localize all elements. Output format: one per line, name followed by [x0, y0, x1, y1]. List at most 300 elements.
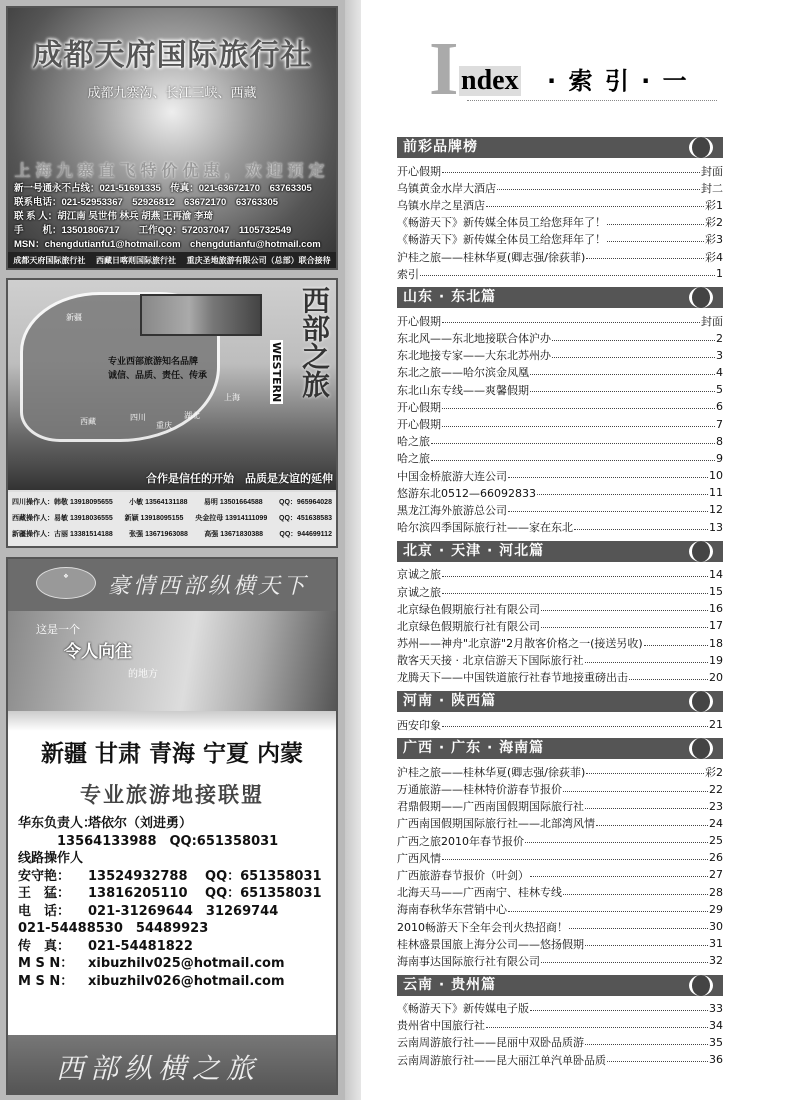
dot-leader [629, 679, 708, 680]
circle-icon [689, 975, 713, 996]
contact-row [18, 938, 322, 956]
contact-value: 021-31269644 31269744 [88, 903, 279, 919]
dot-leader [607, 241, 704, 242]
entry-title: 广西旅游春节报价（叶剑） [397, 868, 529, 882]
entry-title: 哈之旅 [397, 435, 430, 449]
section-title: 云南 · 贵州篇 [403, 976, 497, 993]
dot-leader [442, 576, 708, 577]
circle-icon [689, 137, 713, 158]
entry-title: 索引 [397, 267, 419, 281]
footer-agency: 成都天府国际旅行社 [13, 255, 86, 265]
entry-page: 31 [709, 937, 723, 951]
operator-entry: QQ：965964028 [279, 499, 332, 506]
title-initial: I [429, 27, 459, 111]
index-entry [397, 918, 723, 935]
ad-xibu-zongheng [6, 557, 338, 1095]
footer-agency: 西藏日喀则国际旅行社 [95, 255, 176, 265]
section-header [397, 691, 723, 712]
entry-title: 东北之旅——哈尔滨金凤凰 [397, 366, 529, 380]
entry-page: 32 [709, 954, 723, 968]
entry-page: 27 [709, 868, 723, 882]
entry-page: 7 [716, 417, 723, 431]
index-entry [397, 763, 723, 780]
dot-leader [530, 876, 708, 877]
index-entry [397, 433, 723, 450]
entry-title: 君鼎假期——广西南国假期国际旅行社 [397, 800, 584, 814]
dot-leader [585, 1044, 708, 1045]
entry-page: 14 [709, 567, 723, 581]
index-entry [397, 617, 723, 634]
index-entry [397, 214, 723, 231]
index-entry [397, 484, 723, 501]
slogan: 合作是信任的开始 品质是友谊的延伸 [146, 472, 333, 485]
circle-icon [689, 541, 713, 562]
entry-page: 3 [716, 348, 723, 362]
dot-leader [607, 224, 704, 225]
grass-image [8, 711, 336, 731]
index-section [397, 738, 723, 969]
contact-list [18, 815, 322, 990]
entry-page: 1 [716, 267, 723, 281]
entry-page: 13 [709, 520, 723, 534]
section-items [397, 162, 723, 282]
dot-leader [497, 189, 700, 190]
dot-leader [530, 391, 715, 392]
dot-leader [541, 962, 708, 963]
header-cap [715, 137, 723, 158]
entry-title: 龙腾天下——中国铁道旅行社春节地接重磅出击 [397, 671, 628, 685]
entry-title: 海南事达国际旅行社有限公司 [397, 954, 540, 968]
entry-title: 桂林盛景国旅上海分公司——悠扬假期 [397, 937, 584, 951]
entry-title: 贵州省中国旅行社 [397, 1019, 485, 1033]
section-title: 北京 · 天津 · 河北篇 [403, 542, 545, 559]
entry-title: 中国金桥旅游大连公司 [397, 469, 507, 483]
entry-page: 10 [709, 469, 723, 483]
entry-title: 乌镇水岸之星酒店 [397, 198, 485, 212]
entry-page: 11 [709, 486, 723, 500]
index-entry [397, 849, 723, 866]
operator-entry: 小敏 13564131188 [129, 499, 188, 506]
dot-leader [586, 773, 704, 774]
circle-icon [689, 738, 713, 759]
logo: ❖ [36, 567, 96, 599]
contact-row [18, 868, 322, 886]
circle-icon [689, 287, 713, 308]
entry-page: 30 [709, 920, 723, 934]
index-section [397, 287, 723, 535]
dot-leader [537, 494, 708, 495]
dot-leader [530, 1010, 708, 1011]
index-entry [397, 866, 723, 883]
entry-title: 广西南国假期国际旅行社——北部湾风情 [397, 817, 595, 831]
contact-label: M S N： [18, 973, 74, 989]
entry-page: 18 [709, 636, 723, 650]
contact-label: 电 话： [18, 903, 71, 919]
entry-title: 东北山东专线——爽馨假期 [397, 383, 529, 397]
entry-page: 28 [709, 885, 723, 899]
section-title: 前彩品牌榜 [403, 139, 478, 155]
page-gutter [345, 0, 361, 1100]
contact-row [18, 815, 322, 833]
contact-value: xibuzhilv025@hotmail.com [88, 956, 285, 971]
index-entry [397, 600, 723, 617]
operator-row [12, 527, 332, 543]
entry-page: 15 [709, 585, 723, 599]
entry-page: 19 [709, 653, 723, 667]
header-cap [715, 287, 723, 308]
entry-title: 《畅游天下》新传媒全体员工给您拜年了！ [397, 233, 606, 247]
entry-page: 彩1 [705, 198, 723, 212]
dot-leader [569, 928, 708, 929]
dot-leader [541, 610, 708, 611]
section-header [397, 738, 723, 759]
section-title: 山东 · 东北篇 [403, 289, 497, 306]
operator-entry: 央金拉母 13914111099 [195, 515, 268, 522]
title-chinese: · 索 引 · 一 [547, 67, 689, 95]
circle-icon [689, 691, 713, 712]
index-entry [397, 669, 723, 686]
entry-page: 34 [709, 1018, 723, 1032]
entry-title: 开心假期 [397, 164, 441, 178]
entry-page: 4 [716, 365, 723, 379]
index-entry [397, 248, 723, 265]
union-heading: 专业旅游地接联盟 [80, 783, 264, 807]
section-items [397, 1000, 723, 1069]
entry-title: 北京绿色假期旅行社有限公司 [397, 619, 540, 633]
index-entry [397, 1034, 723, 1051]
contact-row [18, 850, 322, 868]
contact-line: 联 系 人：胡江南 吴世伟 林兵 胡燕 王再渝 李琦 [14, 211, 213, 222]
operator-entry: 西藏操作人：易敏 13918036555 [12, 515, 113, 522]
dot-leader [442, 322, 700, 323]
operator-row [12, 511, 332, 527]
index-entry [397, 1051, 723, 1068]
index-entry [397, 347, 723, 364]
index-section [397, 691, 723, 733]
operator-row [12, 495, 332, 511]
contact-label: 华东负责人： [18, 816, 97, 831]
entry-page: 24 [709, 816, 723, 830]
index-entry [397, 330, 723, 347]
index-entry [397, 884, 723, 901]
contact-line: 联系电话：021-52953367 52926812 63672170 63763305 [14, 197, 279, 208]
dot-leader [607, 1061, 708, 1062]
ad-contact-lines [14, 182, 321, 252]
section-header [397, 975, 723, 996]
index-entry [397, 415, 723, 432]
entry-title: 开心假期 [397, 400, 441, 414]
index-entry [397, 467, 723, 484]
index-entry [397, 450, 723, 467]
dot-leader [586, 258, 704, 259]
entry-page: 25 [709, 834, 723, 848]
dot-leader [585, 945, 708, 946]
map-label: 西藏 [80, 417, 96, 426]
index-entry [397, 583, 723, 600]
title-word: ndex [461, 65, 519, 96]
entry-title: 黑龙江海外旅游总公司 [397, 503, 507, 517]
entry-page: 彩2 [705, 765, 723, 779]
contact-row [18, 903, 322, 921]
dot-leader [541, 627, 708, 628]
contact-row [18, 955, 322, 973]
calligraphy-slogan: 豪情西部纵横天下 [108, 574, 309, 599]
dot-leader [525, 842, 708, 843]
entry-title: 沪桂之旅——桂林华夏(卿志强/徐荻菲) [397, 250, 586, 264]
index-entry [397, 1000, 723, 1017]
entry-title: 东北风——东北地接联合体沪办 [397, 332, 551, 346]
contact-value: xibuzhilv026@hotmail.com [88, 973, 285, 989]
dot-leader [574, 529, 708, 530]
dot-leader [431, 460, 715, 461]
index-entry [397, 501, 723, 518]
entry-page: 12 [709, 503, 723, 517]
index-entry [397, 1017, 723, 1034]
contact-label: 线路操作人 [18, 851, 84, 866]
footer-agency: 重庆圣地旅游有限公司（总部）联合接待 [186, 255, 331, 265]
operator-entry: 四川操作人：韩敬 13918095655 [12, 499, 113, 506]
entry-page: 17 [709, 619, 723, 633]
index-entry [397, 398, 723, 415]
title-rule [467, 100, 717, 101]
entry-title: 广西风情 [397, 851, 441, 865]
dot-leader [530, 374, 715, 375]
operator-entry: 高强 13671830388 [204, 531, 264, 538]
map-label: 湖北 [184, 411, 200, 420]
entry-title: 北海天马——广西南宁、桂林专线 [397, 886, 562, 900]
dot-leader [552, 357, 715, 358]
dot-leader [563, 791, 708, 792]
index-entry [397, 566, 723, 583]
ad-footer-band [8, 1035, 336, 1093]
dot-leader [508, 511, 708, 512]
index-entry [397, 179, 723, 196]
index-section [397, 541, 723, 686]
dot-leader [644, 645, 708, 646]
contact-row [18, 920, 322, 938]
index-entry [397, 901, 723, 918]
entry-page: 26 [709, 851, 723, 865]
dot-leader [442, 172, 700, 173]
section-items [397, 566, 723, 686]
index-entry [397, 635, 723, 652]
index-entry [397, 952, 723, 969]
map-label: 重庆 [156, 421, 172, 430]
entry-title: 苏州——神舟"北京游"2月散客价格之一(接送另收) [397, 637, 643, 651]
index-entry [397, 780, 723, 797]
entry-title: 广西之旅2010年春节报价 [397, 834, 524, 848]
index-entry [397, 381, 723, 398]
contact-value: 021-54481822 [88, 938, 193, 954]
brand-line: 诚信、品质、责任、传承 [108, 371, 208, 381]
entry-page: 5 [716, 383, 723, 397]
index-entry [397, 364, 723, 381]
index-entry [397, 832, 723, 849]
ad-title: 成都天府国际旅行社 [32, 38, 312, 73]
contact-row [18, 833, 322, 851]
western-label: WESTERN [270, 342, 283, 403]
header-cap [715, 691, 723, 712]
entry-page: 2 [716, 331, 723, 345]
operator-entry: 新颖 13918095155 [124, 515, 184, 522]
ad-subtitle: 成都九寨沟、长江三峡、西藏 [87, 86, 257, 101]
header-cap [715, 975, 723, 996]
photo-strip [140, 294, 262, 336]
index-entry [397, 815, 723, 832]
entry-title: 哈尔滨四季国际旅行社——家在东北 [397, 521, 573, 535]
dot-leader [508, 911, 708, 912]
dot-leader [442, 426, 715, 427]
index-entry [397, 265, 723, 282]
dot-leader [486, 206, 704, 207]
entry-title: 北京绿色假期旅行社有限公司 [397, 602, 540, 616]
index-entry [397, 162, 723, 179]
index-entry [397, 798, 723, 815]
entry-page: 彩4 [705, 250, 723, 264]
entry-title: 2010畅游天下全年会刊火热招商！ [397, 920, 568, 934]
index-entry [397, 231, 723, 248]
entry-page: 21 [709, 718, 723, 732]
header-cap [715, 738, 723, 759]
entry-title: 《畅游天下》新传媒全体员工给您拜年了！ [397, 216, 606, 230]
dot-leader [563, 894, 708, 895]
contact-value: 13564133988 QQ:651358031 [18, 833, 279, 849]
hero-text: 这是一个 [36, 623, 80, 636]
map-label: 新疆 [66, 313, 82, 322]
index-title [429, 27, 719, 111]
entry-title: 东北地接专家——大东北苏州办 [397, 349, 551, 363]
section-items [397, 763, 723, 969]
entry-page: 彩3 [705, 233, 723, 247]
header-cap [715, 541, 723, 562]
ad-header-band [8, 559, 336, 611]
operator-entry: 新疆操作人：古丽 13381514188 [12, 531, 113, 538]
entry-title: 乌镇黄金水岸大酒店 [397, 181, 496, 195]
entry-page: 封面 [701, 164, 723, 178]
entry-page: 33 [709, 1001, 723, 1015]
index-entry [397, 519, 723, 536]
contact-value: 塔依尔（刘进勇） [88, 816, 193, 831]
index-sections [397, 137, 723, 1073]
section-header [397, 541, 723, 562]
dot-leader [585, 808, 708, 809]
contact-line: 新一号通永不占线：021-51691335 传真：021-63672170 63763305 [14, 183, 312, 194]
dot-leader [508, 477, 708, 478]
entry-page: 6 [716, 400, 723, 414]
entry-page: 29 [709, 902, 723, 916]
contact-line: 手 机：13501806717 工作QQ：572037047 1105732549 [14, 225, 292, 236]
contact-value: 13524932788 QQ：651358031 [88, 868, 322, 884]
hero-text: 的地方 [128, 669, 158, 680]
entry-title: 万通旅游——桂林特价游春节报价 [397, 783, 562, 797]
operator-entry: QQ：944699112 [279, 531, 332, 538]
index-section [397, 975, 723, 1069]
entry-title: 散客天天接 · 北京信游天下国际旅行社 [397, 654, 584, 668]
index-entry [397, 716, 723, 733]
entry-title: 云南周游旅行社——昆丽中双卧品质游 [397, 1036, 584, 1050]
entry-page: 23 [709, 799, 723, 813]
section-title: 广西 · 广东 · 海南篇 [403, 740, 545, 757]
dot-leader [442, 593, 708, 594]
dot-leader [486, 1027, 708, 1028]
regions-heading: 新疆 甘肃 青海 宁夏 内蒙 [40, 741, 304, 767]
hero-image [8, 611, 336, 711]
ad-chengdu-tianfu [6, 6, 338, 270]
entry-page: 35 [709, 1035, 723, 1049]
dot-leader [431, 443, 715, 444]
entry-page: 16 [709, 602, 723, 616]
entry-page: 8 [716, 434, 723, 448]
entry-page: 封面 [701, 314, 723, 328]
entry-page: 9 [716, 451, 723, 465]
contact-value: 021-54488530 54489923 [18, 921, 209, 936]
dot-leader [420, 275, 715, 276]
entry-page: 封二 [701, 181, 723, 195]
contact-label: M S N： [18, 956, 74, 971]
operator-entry: 张强 13671963088 [129, 531, 188, 538]
entry-title: 悠游东北0512—66092833 [397, 486, 536, 500]
entry-title: 沪桂之旅——桂林华夏(卿志强/徐荻菲) [397, 765, 586, 779]
section-items [397, 312, 723, 535]
entry-page: 20 [709, 670, 723, 684]
brand-line: 专业西部旅游知名品牌 [108, 357, 199, 367]
operator-entry: 易明 13501664588 [203, 499, 263, 506]
entry-title: 云南周游旅行社——昆大丽江单汽单卧品质 [397, 1053, 606, 1067]
index-entry [397, 196, 723, 213]
calligraphy-brand: 西部纵横之旅 [56, 1052, 261, 1085]
brand-lines [108, 355, 207, 383]
dot-leader [585, 662, 709, 663]
map-label: 上海 [224, 393, 240, 402]
index-entry [397, 652, 723, 669]
entry-page: 36 [709, 1053, 723, 1067]
contact-row [18, 885, 322, 903]
entry-page: 22 [709, 782, 723, 796]
dot-leader [442, 726, 708, 727]
ad-footer [8, 252, 336, 268]
entry-title: 开心假期 [397, 418, 441, 432]
contact-label: 传 真： [18, 938, 71, 954]
map-label: 四川 [130, 413, 146, 422]
entry-title: 海南春秋华东营销中心 [397, 903, 507, 917]
ad-promo: 上海九寨直飞特价优惠，欢迎预定 [14, 161, 330, 180]
contact-value: 13816205110 QQ：651358031 [88, 886, 322, 901]
contact-row [18, 973, 322, 991]
index-entry [397, 935, 723, 952]
section-title: 河南 · 陕西篇 [403, 693, 497, 710]
entry-title: 开心假期 [397, 314, 441, 328]
section-items [397, 716, 723, 733]
section-header [397, 137, 723, 158]
index-entry [397, 312, 723, 329]
section-header [397, 287, 723, 308]
entry-title: 哈之旅 [397, 452, 430, 466]
dot-leader [596, 825, 708, 826]
dot-leader [552, 340, 715, 341]
operator-entry: QQ：451638583 [279, 515, 332, 522]
entry-title: 《畅游天下》新传媒电子版 [397, 1002, 529, 1016]
entry-title: 京诚之旅 [397, 568, 441, 582]
contact-label: 安守艳： [18, 868, 71, 884]
contact-line: MSN：chengdutianfu1@hotmail.com chengdutianfu@hotmail.com [14, 239, 321, 250]
contact-label: 王 猛： [18, 886, 71, 901]
entry-page: 彩2 [705, 216, 723, 230]
hero-text: 令人向往 [64, 642, 132, 662]
entry-title: 京诚之旅 [397, 585, 441, 599]
entry-title: 西安印象 [397, 718, 441, 732]
dot-leader [442, 859, 708, 860]
ad-western-tour [6, 278, 338, 548]
